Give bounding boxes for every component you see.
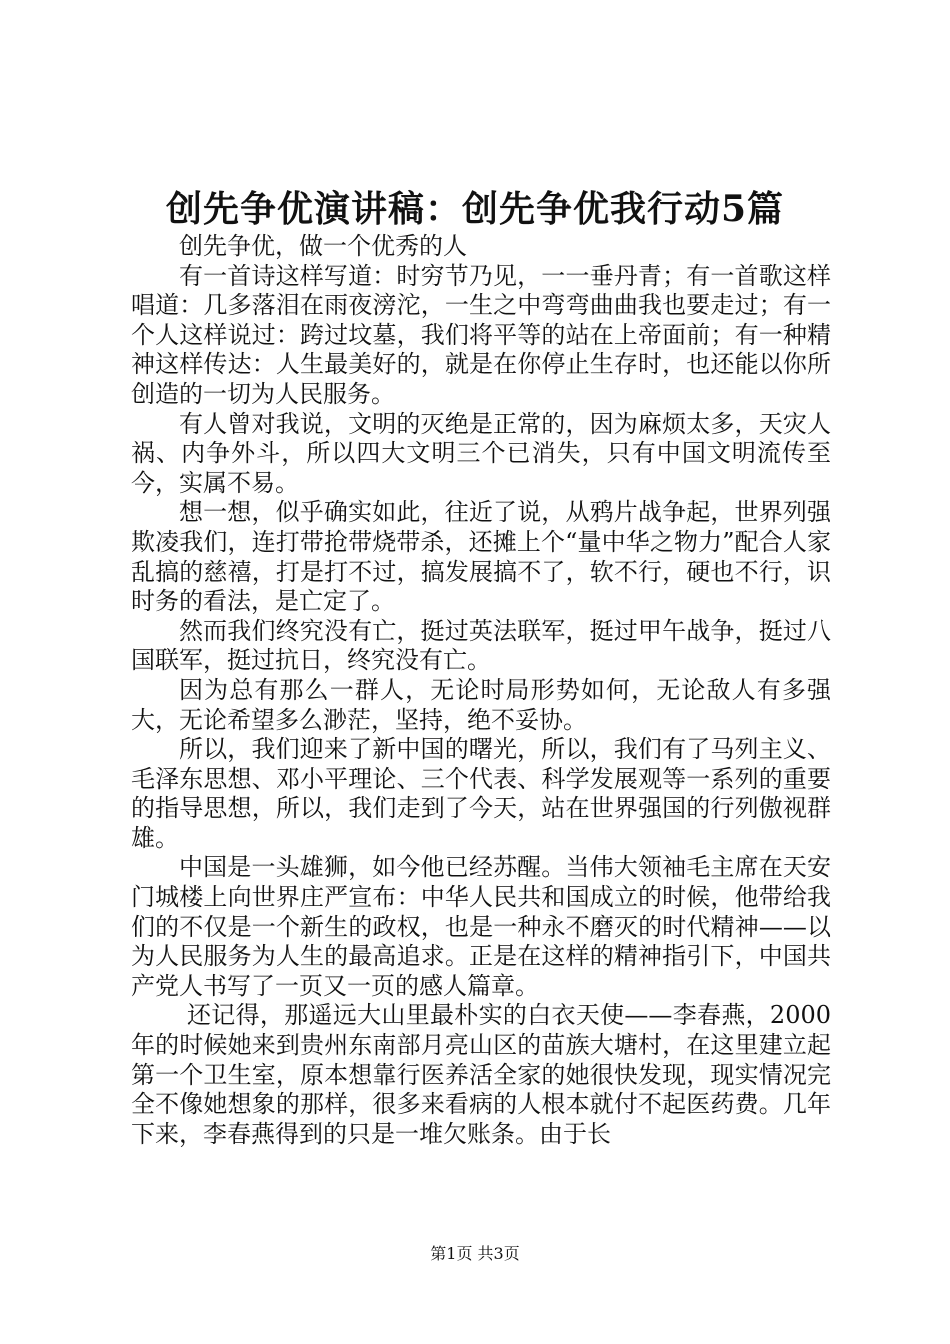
paragraph-4: 然而我们终究没有亡，挺过英法联军，挺过甲午战争，挺过八国联军，挺过抗日，终究没有亡。: [131, 616, 831, 675]
paragraph-3: 想一想，似乎确实如此，往近了说，从鸦片战争起，世界列强欺凌我们，连打带抢带烧带杀，还摊上个“量中华之物力”配合人家乱搞的慈禧，打是打不过，搞发展搞不了，软不行，硬也不行，识时务的看法，是亡定了。: [131, 498, 831, 616]
page-footer: 第1页 共3页: [430, 1244, 520, 1263]
document-body: [131, 232, 831, 1149]
paragraph-1: 有一首诗这样写道：时穷节乃见，一一垂丹青；有一首歌这样唱道：几多落泪在雨夜滂沱，一生之中弯弯曲曲我也要走过；有一个人这样说过：跨过坟墓，我们将平等的站在上帝面前；有一种精神这样传达：人生最美好的，就是在你停止生存时，也还能以你所创造的一切为人民服务。: [131, 261, 831, 408]
paragraph-5: 因为总有那么一群人，无论时局形势如何，无论敌人有多强大，无论希望多么渺茫，坚持，绝不妥协。: [131, 675, 831, 734]
document-title: 创先争优演讲稿：创先争优我行动5篇: [165, 188, 785, 230]
paragraph-2: 有人曾对我说，文明的灭绝是正常的，因为麻烦太多，天灾人祸、内争外斗，所以四大文明三个已消失，只有中国文明流传至今，实属不易。: [131, 409, 831, 497]
paragraph-6: 所以，我们迎来了新中国的曙光，所以，我们有了马列主义、毛泽东思想、邓小平理论、三个代表、科学发展观等一系列的重要的指导思想，所以，我们走到了今天，站在世界强国的行列傲视群雄。: [131, 735, 831, 852]
subtitle-line: 创先争优，做一个优秀的人: [179, 232, 467, 260]
paragraph-8: 还记得，那遥远大山里最朴实的白衣天使——李春燕，2000年的时候她来到贵州东南部月亮山区的苗族大塘村，在这里建立起第一个卫生室，原本想靠行医养活全家的她很快发现，现实情况完全不像她想象的那样，很多来看病的人根本就付不起医药费。几年下来，李春燕得到的只是一堆欠账条。由于长: [131, 1001, 831, 1148]
paragraph-7: 中国是一头雄狮，如今他已经苏醒。当伟大领袖毛主席在天安门城楼上向世界庄严宣布：中华人民共和国成立的时候，他带给我们的不仅是一个新生的政权，也是一种永不磨灭的时代精神——以为人民服务为人生的最高追求。正是在这样的精神指引下，中国共产党人书写了一页又一页的感人篇章。: [131, 853, 831, 1000]
